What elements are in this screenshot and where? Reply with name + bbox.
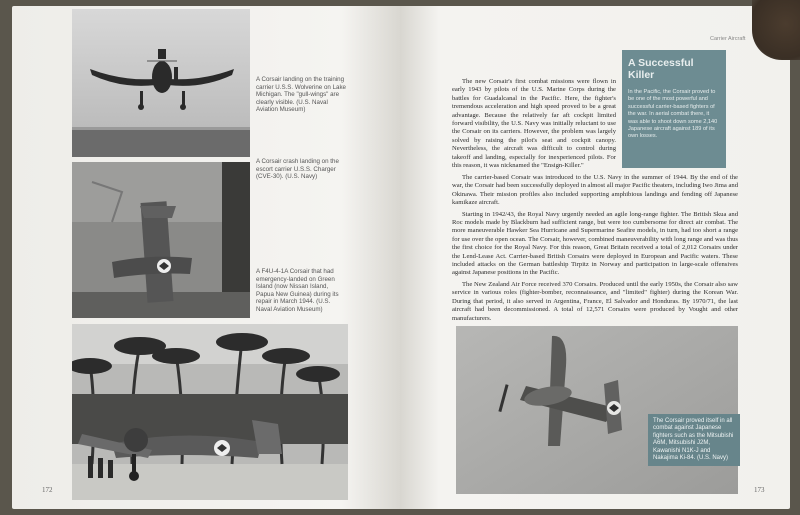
right-folio: 173 [754, 486, 765, 494]
corsair-crash-image [72, 162, 250, 318]
caption-crash: A Corsair crash landing on the escort carrier U.S.S. Charger (CVE-30). (U.S. Navy) [256, 158, 339, 181]
caption-landing: A Corsair landing on the training carrier U.S.S. Wolverine on Lake Michigan. The "gull-wings" are clearly visible. (U.S. Naval Aviation Museum) [256, 76, 346, 114]
palm-tree-corsair-image [72, 324, 348, 500]
paragraph-2: The carrier-based Corsair was introduced to the U.S. Navy in the summer of 1944. By the end of the war, the Corsair had been successfully deployed in almost all major Pacific theaters, including Iwo Jima and Okinawa. Their mission profiles also included supporting amphibious landings and fending off Japanese kamikaze aircraft. [452, 174, 738, 207]
sidebar-text: In the Pacific, the Corsair proved to be one of the most powerful and successful carrier-based fighters of the war. In aerial combat there, it was able to shoot down some 2,140 Japanese aircraft against 189 of its own losses. [628, 89, 718, 140]
photo-corsair-crash [72, 162, 250, 318]
running-head: Carrier Aircraft [710, 36, 746, 42]
paragraph-4: The New Zealand Air Force received 370 Corsairs. Produced until the early 1950s, the Corsair also saw service in various roles (fighter-bomber, reconnaissance, and "limited" fighter) during the Korean War. During that period, it also served in Argentina, France, El Salvador and Honduras. By 1970/71, the last aircraft had been decommissioned. A total of 12,571 Corsairs were produced by Vought and other manufacturers. [452, 280, 738, 322]
main-text-upper [452, 78, 616, 173]
book-spread [8, 0, 792, 515]
sidebar-title: A Successful Killer [628, 57, 694, 81]
left-folio: 172 [42, 486, 53, 494]
photo-corsair-green-island [72, 324, 348, 500]
left-page [12, 6, 400, 509]
caption-green-island: A F4U-4-1A Corsair that had emergency-landed on Green Island (now Nissan Island, Papua New Guinea) during its repair in March 1944. (U.S. Naval Aviation Museum) [256, 268, 339, 313]
photo-corsair-flying [456, 326, 738, 494]
right-page [400, 6, 790, 509]
photo-caption-box: The Corsair proved itself in all combat against Japanese fighters such as the Mitsubishi A6M, Mitsubishi J2M, Kawanishi N1K-J and Nakajima Ki-84. (U.S. Navy) [648, 414, 740, 466]
main-text-lower [452, 174, 738, 326]
flying-corsair-image [456, 326, 738, 494]
photo-corsair-landing [72, 9, 250, 157]
sidebar-box [622, 50, 726, 168]
corsair-landing-image [72, 9, 250, 157]
paragraph-3: Starting in 1942/43, the Royal Navy urgently needed an agile long-range fighter. The British Skua and Roc models made by Blackburn had sufficient range, but were too cumbersome for direct air combat. The more maneuverable Hawker Sea Hurricane and Supermarine Seafire models, in turn, had too short a range for use over the open ocean. The Corsair, however, combined maneuverability with long range and was thus the first choice for the Royal Navy. For this reason, Great Britain received a total of 2,012 Corsairs under the Lend-Lease Act. Carrier-based British Corsairs were deployed in European and Pacific waters. These included attacks on the German battleship Tirpitz in Norway and participation in large-scale offensives against Japanese positions in the Pacific. [452, 210, 738, 277]
paragraph-1: The new Corsair's first combat missions were flown in early 1943 by pilots of the U.S. Marine Corps during the battles for Guadalcanal in the Pacific. Here, the fighter's tremendous acceleration and high speed proved to be a great advantage. Because the relatively far aft cockpit limited forward visibility, the U.S. Navy was initially reluctant to use the Corsair on its carriers. However, the problem was largely solved by raising the pilot's seat and cockpit canopy. Nevertheless, the aircraft was difficult to control during takeoff and landing, especially for inexperienced pilots. For this reason, it was nicknamed the "Ensign-Killer." [452, 78, 616, 170]
